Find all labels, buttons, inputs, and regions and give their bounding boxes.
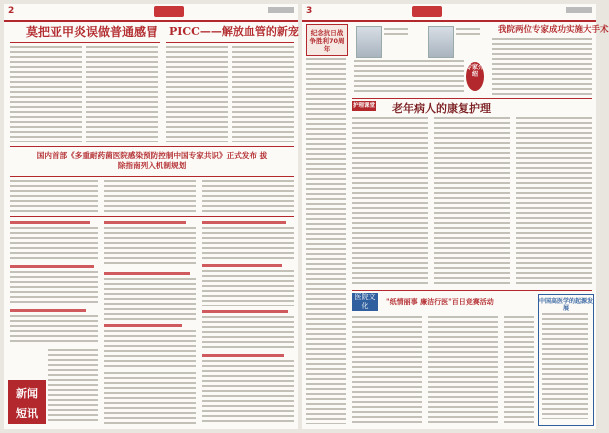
brief-text-1 [10,227,98,261]
brief-text-8 [202,227,294,259]
left-masthead-badge [154,6,184,17]
right-page-number: 3 [306,6,313,16]
brief-heading-11 [202,354,284,357]
expert-photo-2 [428,26,454,58]
expert-badge: 专家介绍 [466,62,484,91]
right-header-date [566,7,592,13]
expert-bio-text [354,60,464,94]
right-box-title: 中国高医学的起源发展 [539,298,594,313]
nursing-feature-title: 老年病人的康复护理 [392,102,491,115]
left-title-main: 莫把亚甲炎误做普通感冒 [26,25,159,39]
right-top-article-text [492,38,592,96]
left-rule-2 [166,42,294,43]
brief-text-5 [104,278,196,320]
nursing-col-2 [434,117,510,285]
brief-text-10 [202,316,294,350]
right-box-text [542,313,588,419]
culture-col-3 [504,316,534,424]
right-box [538,294,594,426]
brief-text-11 [202,360,294,424]
culture-headline: "纸情丽事 廉洁行医"百日竞赛活动 [386,297,494,306]
brief-text-2 [10,271,98,305]
left-wide-headline: 国内首部《多重耐药菌医院感染预防控制中国专家共识》正式发布 拔除指南列入机制规划 [36,151,268,171]
brief-text-7 [104,372,196,424]
left-article-2-col-1 [166,46,228,142]
brief-heading-4 [104,221,186,224]
brief-text-4 [104,227,196,267]
brief-heading-6 [104,324,182,327]
culture-section-tag: 医院文化 [352,293,378,311]
corner-label-top: 新闻 [16,387,38,400]
brief-heading-10 [202,310,288,313]
brief-heading-1 [10,221,90,224]
nursing-section-tag: 护理课堂 [352,103,375,109]
sidebar-title: 纪念抗日战争胜利70周年 [309,29,345,54]
expert-name-2 [456,28,480,38]
left-rule-5 [10,216,294,217]
left-article-3-col-1 [10,180,98,212]
left-article-3-col-3 [202,180,294,212]
left-page-number: 2 [8,6,15,16]
news-brief-corner [8,380,46,424]
brief-heading-2 [10,265,94,268]
corner-label-bottom: 短讯 [16,407,38,420]
brief-heading-5 [104,272,190,275]
right-rule-2 [352,290,592,291]
left-article-3-col-2 [104,180,196,212]
left-article-1-col-1 [10,46,82,142]
brief-text-12 [48,349,98,424]
expert-photo-1 [356,26,382,58]
brief-heading-3 [10,309,86,312]
left-title-right: PICC——解放血管的新宠 [169,25,299,38]
culture-col-1 [352,316,422,424]
left-page [4,4,298,429]
left-page-header [4,4,298,22]
right-page [302,4,609,429]
brief-text-3 [10,315,98,345]
left-article-2-col-2 [232,46,294,142]
right-rule-1 [352,98,592,99]
right-masthead-badge [412,6,442,17]
left-rule-4 [10,176,294,177]
culture-col-2 [428,316,498,424]
left-rule-3 [10,146,294,147]
brief-text-6 [104,330,196,368]
right-page-header [302,4,596,22]
brief-heading-8 [202,221,286,224]
sidebar-title-box [306,24,348,56]
expert-name-1 [384,28,408,38]
nursing-col-3 [516,117,592,285]
right-top-headline: 我院两位专家成功实施大手术 [498,25,609,35]
left-rule-1 [10,42,160,43]
brief-text-9 [202,270,294,306]
left-article-1-col-2 [86,46,158,142]
brief-heading-9 [202,264,282,267]
sidebar-text [306,58,346,424]
nursing-col-1 [352,117,428,285]
left-header-date [268,7,294,13]
